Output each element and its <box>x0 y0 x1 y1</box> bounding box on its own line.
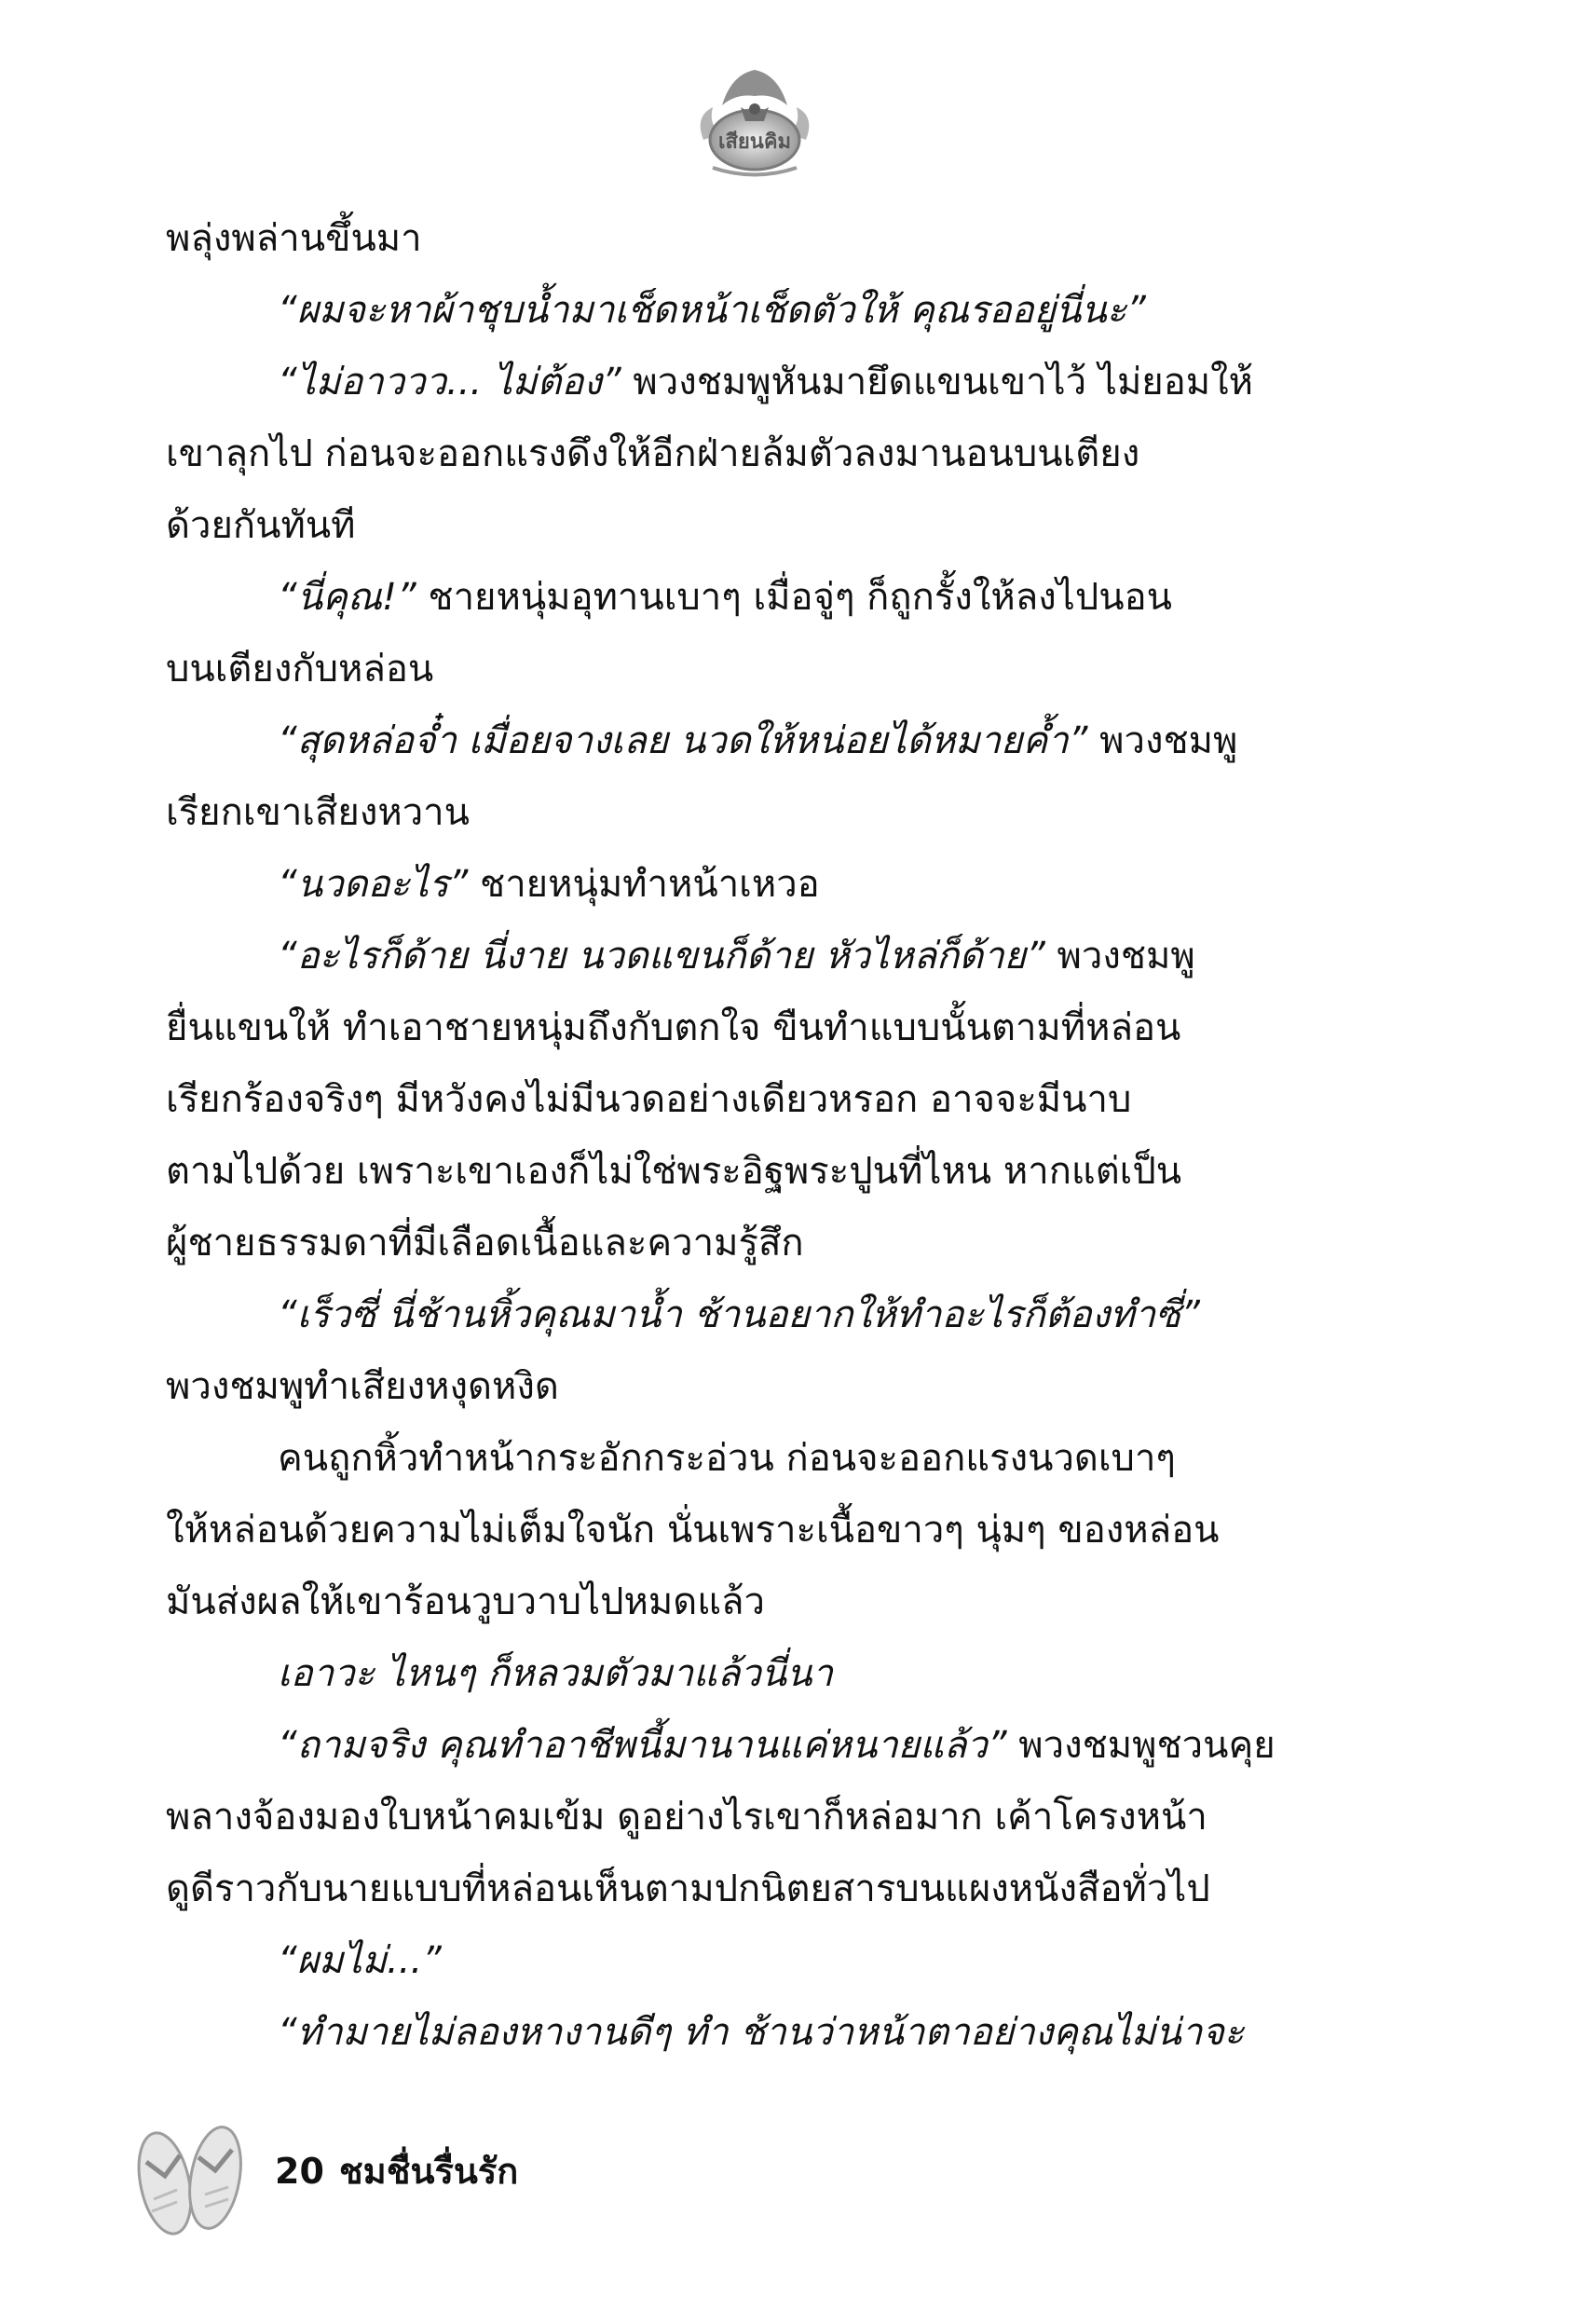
narration-segment: พลางจ้องมองใบหน้าคมเข้ม ดูอย่างไรเขาก็หล่อมาก เค้าโครงหน้า <box>166 1796 1207 1839</box>
dialogue-segment: “อะไรก็ด้าย นี่งาย นวดแขนก็ด้าย หัวไหล่ก็ด้าย” <box>278 935 1045 978</box>
flip-flops-icon <box>126 2111 256 2250</box>
text-line <box>166 634 1332 705</box>
text-line <box>166 1638 1332 1710</box>
narration-segment: เรียกเขาเสียงหวาน <box>166 791 470 834</box>
narration-segment: ตามไปด้วย เพราะเขาเองก็ไม่ใช่พระอิฐพระปูนที่ไหน หากแต่เป็น <box>166 1150 1182 1193</box>
dialogue-segment: “นวดอะไร” <box>278 863 469 906</box>
text-line <box>166 203 1332 275</box>
narration-segment: ดูดีราวกับนายแบบที่หล่อนเห็นตามปกนิตยสารบนแผงหนังสือทั่วไป <box>166 1867 1210 1910</box>
text-line <box>166 347 1332 418</box>
narration-segment: พลุ่งพล่านขึ้นมา <box>166 217 422 260</box>
text-line <box>166 849 1332 921</box>
narration-segment: ชายหนุ่มทำหน้าเหวอ <box>468 863 820 906</box>
page-number: 20 <box>275 2151 324 2192</box>
narration-segment: พวงชมพูหันมายึดแขนเขาไว้ ไม่ยอมให้ <box>621 361 1254 403</box>
text-line <box>166 1782 1332 1853</box>
text-line <box>166 1423 1332 1495</box>
dialogue-segment: เอาวะ ไหนๆ ก็หลวมตัวมาแล้วนี่นา <box>278 1652 833 1695</box>
text-line <box>166 1136 1332 1208</box>
text-line <box>166 921 1332 992</box>
book-title: ชมชื่นรื่นรัก <box>338 2151 519 2192</box>
dialogue-segment: “นี่คุณ!” <box>278 576 416 619</box>
text-line <box>166 1853 1332 1925</box>
text-line <box>166 777 1332 849</box>
text-line <box>166 418 1332 490</box>
narration-segment: เรียกร้องจริงๆ มีหวังคงไม่มีนวดอย่างเดียวหรอก อาจจะมีนาบ <box>166 1078 1132 1121</box>
text-line <box>166 490 1332 562</box>
narration-segment: คนถูกหิ้วทำหน้ากระอักกระอ่วน ก่อนจะออกแรงนวดเบาๆ <box>278 1437 1176 1480</box>
narration-segment: พวงชมพูชวนคุย <box>1006 1724 1275 1767</box>
dialogue-segment: “ถามจริง คุณทำอาชีพนี้มานานแค่หนายแล้ว” <box>278 1724 1007 1767</box>
text-line <box>166 1351 1332 1423</box>
narration-segment: พวงชมพู <box>1087 719 1238 762</box>
dialogue-segment: “สุดหล่อจ๋ำ เมื่อยจางเลย นวดให้หน่อยได้หมายค้ำ” <box>278 719 1088 762</box>
text-line <box>166 992 1332 1064</box>
narration-segment: ผู้ชายธรรมดาที่มีเลือดเนื้อและความรู้สึก <box>166 1222 804 1265</box>
ornate-crest-icon <box>685 51 825 191</box>
text-line <box>166 705 1332 777</box>
text-line <box>166 1925 1332 1997</box>
narration-segment: มันส่งผลให้เขาร้อนวูบวาบไปหมดแล้ว <box>166 1580 765 1623</box>
narration-segment: ให้หล่อนด้วยความไม่เต็มใจนัก นั่นเพราะเนื้อขาวๆ นุ่มๆ ของหล่อน <box>166 1509 1220 1552</box>
dialogue-segment: “ผมจะหาผ้าชุบน้ำมาเช็ดหน้าเช็ดตัวให้ คุณรออยู่นี่นะ” <box>278 289 1146 332</box>
text-line <box>166 1495 1332 1566</box>
page-body-text <box>166 203 1332 2069</box>
logo-text: เสียนคิม <box>717 130 792 154</box>
text-line <box>166 1710 1332 1782</box>
text-line <box>166 1997 1332 2069</box>
page-footer <box>275 2143 518 2199</box>
text-line <box>166 1279 1332 1351</box>
text-line <box>166 275 1332 347</box>
narration-segment: พวงชมพู <box>1044 935 1195 978</box>
dialogue-segment: “ไม่อาววว... ไม่ต้อง” <box>278 361 621 403</box>
text-line <box>166 1208 1332 1279</box>
svg-text:เสียนคิม <box>718 130 791 154</box>
narration-segment: บนเตียงกับหล่อน <box>166 648 434 691</box>
narration-segment: ชายหนุ่มอุทานเบาๆ เมื่อจู่ๆ ก็ถูกรั้งให้ลงไปนอน <box>416 576 1172 619</box>
narration-segment: ยื่นแขนให้ ทำเอาชายหนุ่มถึงกับตกใจ ขืนทำแบบนั้นตามที่หล่อน <box>166 1006 1181 1049</box>
dialogue-segment: “เร็วซี่ นี่ช้านหิ้วคุณมาน้ำ ช้านอยากให้ทำอะไรก็ต้องทำซี่” <box>278 1293 1200 1336</box>
dialogue-segment: “ผมไม่...” <box>278 1939 442 1982</box>
text-line <box>166 1064 1332 1136</box>
narration-segment: เขาลุกไป ก่อนจะออกแรงดึงให้อีกฝ่ายล้มตัวลงมานอนบนเตียง <box>166 432 1140 475</box>
text-line <box>166 1566 1332 1638</box>
dialogue-segment: “ทำมายไม่ลองหางานดีๆ ทำ ช้านว่าหน้าตาอย่างคุณไม่น่าจะ <box>278 2011 1245 2054</box>
text-line <box>166 562 1332 634</box>
narration-segment: พวงชมพูทำเสียงหงุดหงิด <box>166 1365 559 1408</box>
narration-segment: ด้วยกันทันที <box>166 504 356 547</box>
